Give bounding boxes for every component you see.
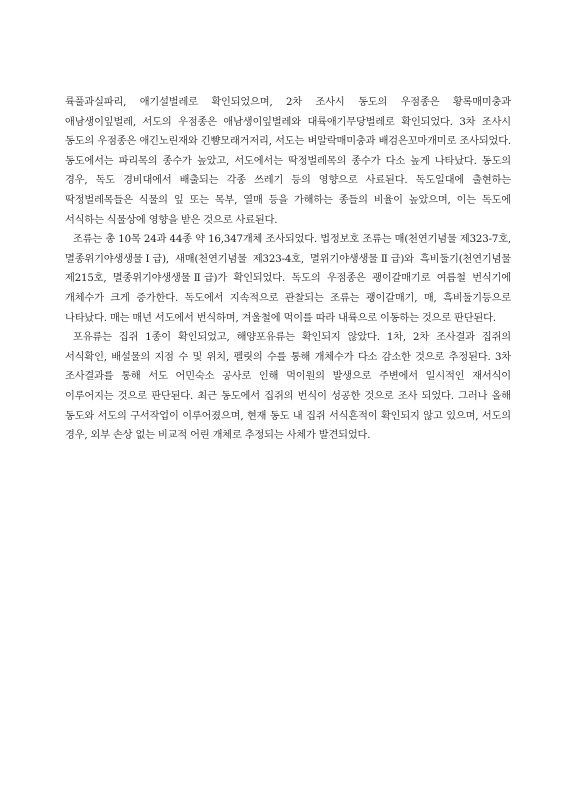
paragraph-birds: 조류는 총 10목 24과 44종 약 16,347개체 조사되었다. 법정보호 조류는 매(천연기념물 제323-7호, 멸종위기야생생물Ⅰ급), 새매(천연기념물 제323-4호, 멸위기야생생물Ⅱ급)와 흑비둘기(천연기념물 제215호, 멸종위기야생생물Ⅱ급)가 확인되었다. 독도의 우점종은 괭이갈매기로 여름철 번식기에 개체수가 크게 증가한다. 독도에서 지속적으로 관찰되는 조류는 괭이갈매기, 매, 흑비둘기등으로 나타났다. 매는 매년 서도에서 번식하며, 겨울철에 먹이를 따라 내륙으로 이동하는 것으로 판단된다. (65, 234, 511, 324)
document-body (65, 93, 511, 446)
paragraph-insects: 륙풀과실파리, 애기설벌레로 확인되었으며, 2차 조사시 동도의 우점종은 황록매미충과 애남생이잎벌레, 서도의 우점종은 애남생이잎벌레와 대륙애기무당벌레로 확인되었다. 3차 조사시 동도의 우점종은 애긴노린재와 긴뺨모래거저리, 서도는 벼알락매미충과 배검은꼬마개미로 조사되었다. 동도에서는 파리목의 종수가 높았고, 서도에서는 딱정벌레목의 종수가 다소 높게 나타났다. 동도의 경우, 독도 경비대에서 배출되는 각종 쓰레기 등의 영향으로 사료된다. 독도일대에 출현하는 딱정벌레목들은 식물의 잎 또는 목부, 열매 등을 가해하는 종들의 비율이 높았으며, 이는 독도에 서식하는 식물상에 영향을 받은 것으로 사료된다. (65, 97, 511, 226)
paragraph-mammals: 포유류는 집쥐 1종이 확인되었고, 해양포유류는 확인되지 않았다. 1차, 2차 조사결과 집쥐의 서식확인, 배설물의 지점 수 및 위치, 펠릿의 수를 통해 개체수가 다소 감소한 것으로 추정된다. 3차 조사결과를 통해 서도 어민숙소 공사로 인해 먹이원의 발생으로 주변에서 일시적인 재서식이 이루어지는 것으로 판단된다. 최근 동도에서 집쥐의 번식이 성공한 것으로 조사 되었다. 그러나 올해 동도와 서도의 구서작업이 이루어졌으며, 현재 동도 내 집쥐 서식흔적이 확인되지 않고 있으며, 서도의 경우, 외부 손상 없는 비교적 어린 개체로 추정되는 사체가 발견되었다. (65, 332, 511, 442)
